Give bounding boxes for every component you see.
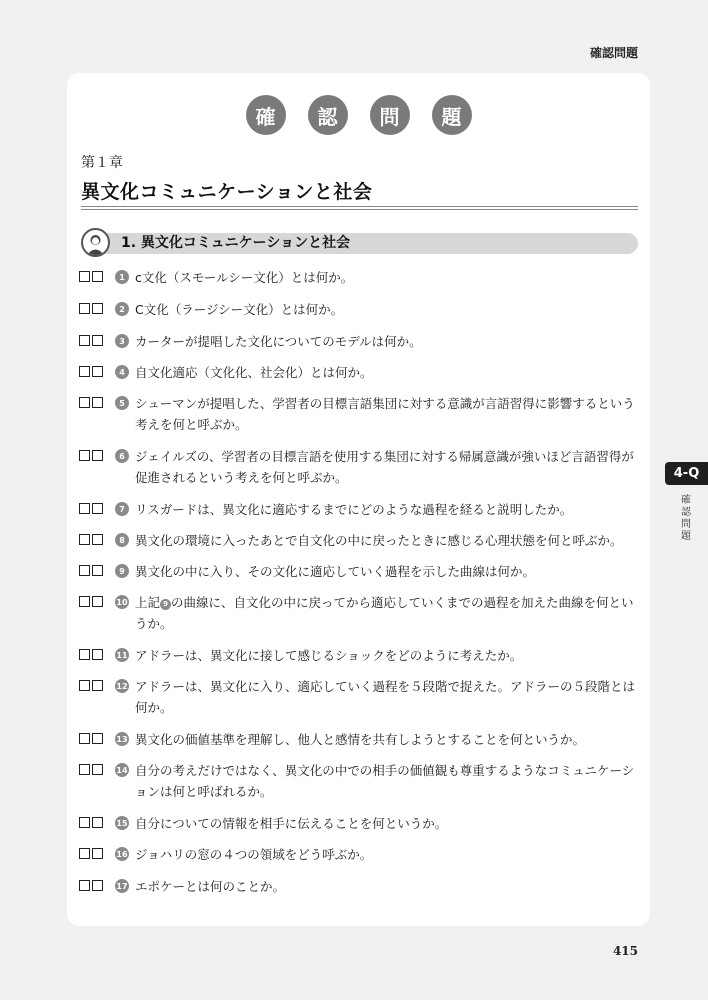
checkbox[interactable] [79, 880, 90, 891]
checkbox[interactable] [79, 303, 90, 314]
question-text: 異文化の価値基準を理解し、他人と感情を共有しようとすることを何というか。 [135, 732, 586, 747]
checkbox[interactable] [92, 335, 103, 346]
checkbox[interactable] [79, 534, 90, 545]
question-number: 15 [115, 816, 129, 830]
checkbox[interactable] [79, 503, 90, 514]
title-char: 題 [432, 95, 472, 135]
checkbox[interactable] [79, 335, 90, 346]
checkbox[interactable] [92, 397, 103, 408]
question-item [79, 813, 639, 834]
checkbox[interactable] [92, 596, 103, 607]
checkbox[interactable] [79, 366, 90, 377]
question-number: 16 [115, 847, 129, 861]
question-number: 10 [115, 595, 129, 609]
checkbox[interactable] [79, 817, 90, 828]
checkbox[interactable] [79, 848, 90, 859]
question-item [79, 393, 639, 435]
checkbox[interactable] [92, 303, 103, 314]
question-text: カーターが提唱した文化についてのモデルは何か。 [135, 334, 422, 349]
question-number: 14 [115, 763, 129, 777]
question-item [79, 876, 639, 897]
question-number: 13 [115, 732, 129, 746]
title-char: 問 [370, 95, 410, 135]
question-number: 2 [115, 302, 129, 316]
question-text: 異文化の中に入り、その文化に適応していく過程を示した曲線は何か。 [135, 564, 536, 579]
question-number: 7 [115, 502, 129, 516]
checkbox[interactable] [92, 680, 103, 691]
checkbox[interactable] [92, 565, 103, 576]
checkbox[interactable] [92, 271, 103, 282]
content-card [67, 73, 650, 926]
running-head: 確認問題 [589, 46, 638, 60]
question-text-body: の曲線に、自文化の中に戻ってから適応していくまでの過程を加えた曲線を何というか。 [135, 595, 634, 631]
checkbox[interactable] [92, 649, 103, 660]
question-text: ジョハリの窓の４つの領域をどう呼ぶか。 [135, 847, 373, 862]
question-item [79, 331, 639, 352]
question-number: 17 [115, 879, 129, 893]
question-number: 9 [115, 564, 129, 578]
section-title: 1. 異文化コミュニケーションと社会 [121, 235, 351, 251]
question-text: C文化（ラージシー文化）とは何か。 [135, 302, 344, 317]
question-number: 11 [115, 648, 129, 662]
question-text: シューマンが提唱した、学習者の目標言語集団に対する意識が言語習得に影響するという考えを何と呼ぶか。 [135, 396, 635, 432]
question-text: 異文化の環境に入ったあとで自文化の中に戻ったときに感じる心理状態を何と呼ぶか。 [135, 533, 623, 548]
checkbox[interactable] [92, 848, 103, 859]
question-item [79, 760, 639, 802]
chapter-title: 異文化コミュニケーションと社会 [81, 181, 373, 203]
checkbox[interactable] [79, 733, 90, 744]
question-item [79, 267, 639, 288]
checkbox[interactable] [79, 596, 90, 607]
question-ref-number: 9 [160, 599, 171, 610]
question-item [79, 844, 639, 865]
title-char: 確 [246, 95, 286, 135]
person-icon [81, 228, 110, 257]
question-text: 自文化適応（文化化、社会化）とは何か。 [135, 365, 373, 380]
question-text: 自分の考えだけではなく、異文化の中での相手の価値観も尊重するようなコミュニケーションは何と呼ばれるか。 [135, 763, 635, 799]
question-text: ジェイルズの、学習者の目標言語を使用する集団に対する帰属意識が強いほど言語習得が促進されるという考えを何と呼ぶか。 [135, 449, 634, 485]
question-text: 自分についての情報を相手に伝えることを何というか。 [135, 816, 448, 831]
question-item [79, 446, 639, 488]
checkbox[interactable] [92, 880, 103, 891]
question-number: 12 [115, 679, 129, 693]
checkbox[interactable] [79, 565, 90, 576]
checkbox[interactable] [92, 733, 103, 744]
question-text: アドラーは、異文化に接して感じるショックをどのように考えたか。 [135, 648, 523, 663]
checkbox[interactable] [92, 450, 103, 461]
question-item [79, 729, 639, 750]
question-number: 1 [115, 270, 129, 284]
page-title [67, 95, 650, 135]
checkbox[interactable] [79, 649, 90, 660]
question-number: 5 [115, 396, 129, 410]
question-item [79, 499, 639, 520]
page-number: 415 [612, 944, 638, 958]
question-text: c文化（スモールシー文化）とは何か。 [135, 270, 354, 285]
checkbox[interactable] [92, 817, 103, 828]
question-text [135, 592, 639, 634]
checkbox[interactable] [79, 271, 90, 282]
question-item [79, 299, 639, 320]
checkbox[interactable] [92, 534, 103, 545]
chapter-tab: 4-Q [665, 462, 708, 485]
checkbox[interactable] [92, 764, 103, 775]
checkbox[interactable] [79, 764, 90, 775]
section-header [81, 231, 638, 256]
question-text: エポケーとは何のことか。 [135, 879, 286, 894]
question-number: 4 [115, 365, 129, 379]
checkbox[interactable] [79, 397, 90, 408]
side-label: 確認問題 [681, 495, 691, 542]
title-char: 認 [308, 95, 348, 135]
question-text: リスガードは、異文化に適応するまでにどのような過程を経ると説明したか。 [135, 502, 573, 517]
question-text: アドラーは、異文化に入り、適応していく過程を５段階で捉えた。アドラーの５段階とは何か。 [135, 679, 636, 715]
question-item [79, 561, 639, 582]
question-item [79, 645, 639, 666]
question-item [79, 530, 639, 551]
divider [81, 206, 638, 210]
checkbox[interactable] [79, 680, 90, 691]
question-text-prefix: 上記 [135, 595, 161, 610]
checkbox[interactable] [92, 503, 103, 514]
question-item [79, 592, 639, 634]
checkbox[interactable] [79, 450, 90, 461]
question-number: 8 [115, 533, 129, 547]
checkbox[interactable] [92, 366, 103, 377]
question-item [79, 362, 639, 383]
question-item [79, 676, 639, 718]
chapter-label: 第１章 [81, 155, 123, 171]
question-number: 3 [115, 334, 129, 348]
question-number: 6 [115, 449, 129, 463]
